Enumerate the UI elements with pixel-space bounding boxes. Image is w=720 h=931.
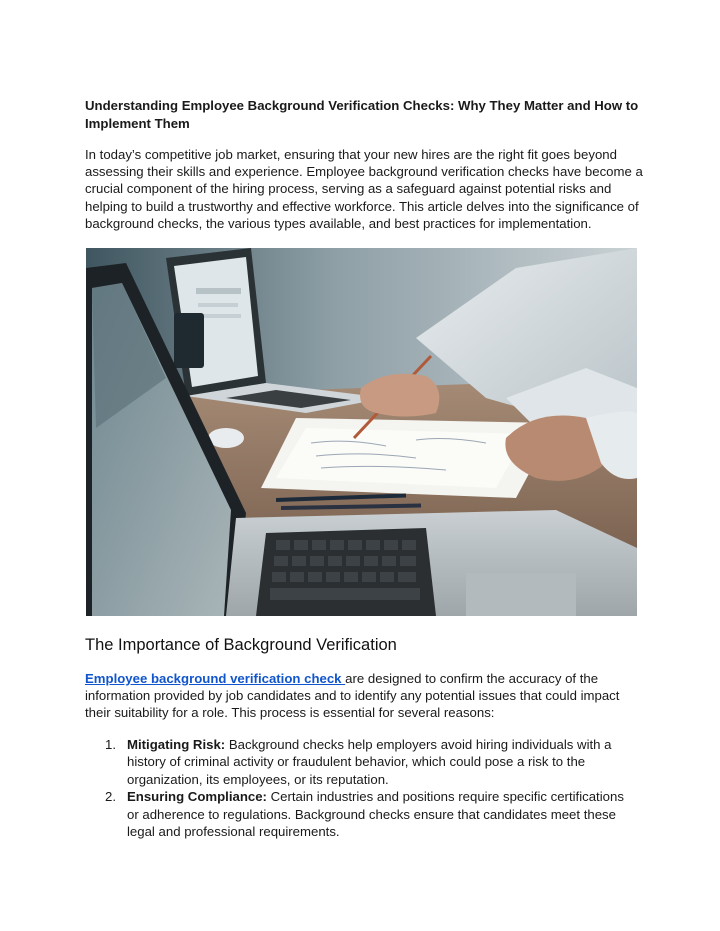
list-item <box>105 736 637 788</box>
intro-paragraph: In today’s competitive job market, ensuring that your new hires are the right fit goes beyond assessing their skills and experience. Employee background verification checks have become a crucial component of the hiring process, serving as a safeguard against potential risks and helping to build a trustworthy and effective workforce. This article delves into the significance of background checks, the various types available, and best practices for implementation. <box>85 147 643 231</box>
article-title: Understanding Employee Background Verification Checks: Why They Matter and How to Implement Them <box>85 98 639 131</box>
list-item-label: Ensuring Compliance: <box>127 789 267 805</box>
reasons-list <box>105 736 637 840</box>
list-item-number: 1. <box>105 737 116 752</box>
section-heading: The Importance of Background Verification <box>85 636 397 654</box>
list-item-label: Mitigating Risk: <box>127 737 226 752</box>
section-paragraph <box>85 670 645 722</box>
section-paragraph-text: are designed to confirm the accuracy of the information provided by job candidates and to identify any potential issues that could impact their suitability for a role. This process is essential for several reasons: <box>85 671 620 721</box>
laptops-and-paperwork-photo <box>86 248 637 616</box>
list-item <box>105 788 637 840</box>
list-item-text: Background checks help employers avoid hiring individuals with a history of criminal activity or fraudulent behavior, which could pose a risk to the organization, its employees, or its reputation. <box>127 737 612 787</box>
list-item-text: Certain industries and positions require specific certifications or adherence to regulations. Background checks ensure that candidates meet these legal and professional requirements. <box>127 789 624 840</box>
list-item-number: 2. <box>105 789 116 805</box>
background-verification-link[interactable]: Employee background verification check <box>85 671 346 686</box>
